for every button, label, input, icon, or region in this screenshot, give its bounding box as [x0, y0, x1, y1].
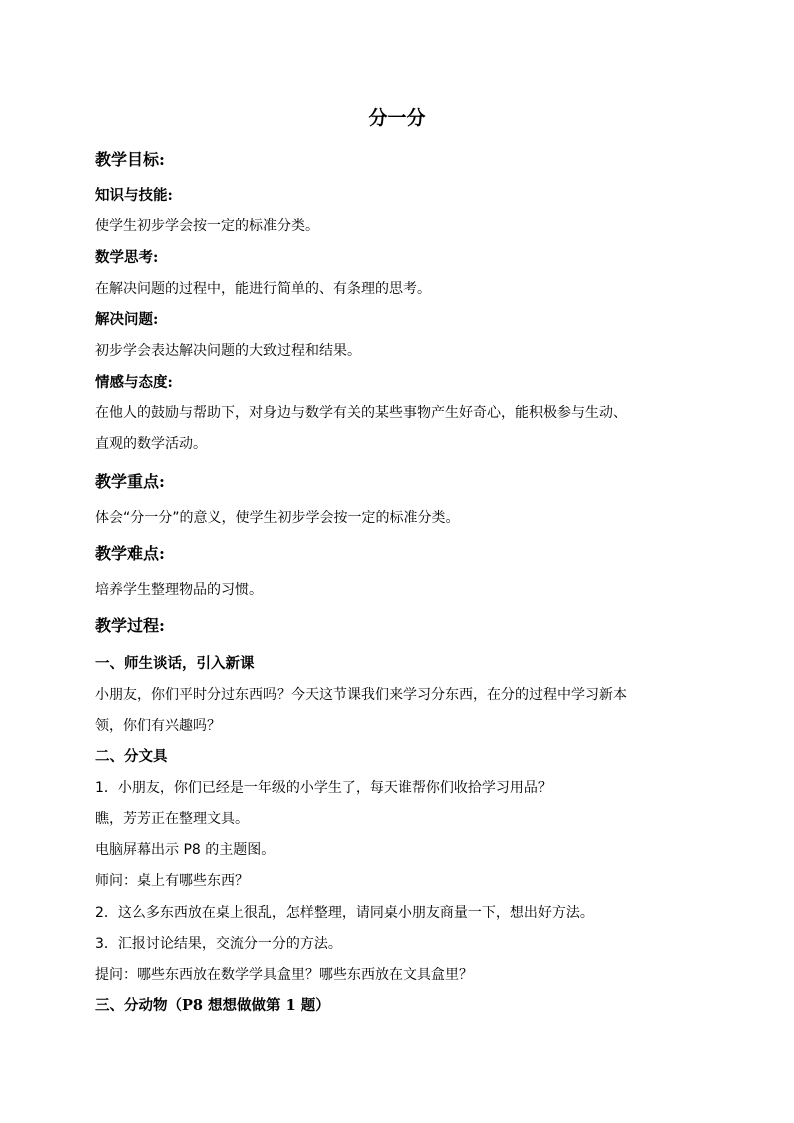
solving-text: 初步学会表达解决问题的大致过程和结果。	[95, 343, 361, 359]
part1-text-line-2: 领，你们有兴趣吗？	[95, 718, 221, 734]
difficulty-heading: 教学难点:	[95, 544, 165, 563]
solving-heading: 解决问题:	[95, 311, 159, 328]
document-title: 分一分	[368, 107, 426, 129]
part2-item-2: 2．这么多东西放在桌上很乱，怎样整理，请同桌小朋友商量一下，想出好方法。	[95, 905, 594, 921]
thinking-heading: 数学思考:	[95, 249, 159, 266]
part3-heading: 三、分动物（P8 想想做做第 1 题）	[95, 997, 330, 1014]
objectives-heading: 教学目标:	[95, 150, 165, 169]
difficulty-text: 培养学生整理物品的习惯。	[95, 582, 263, 598]
emotion-text-line-1: 在他人的鼓励与帮助下，对身边与数学有关的某些事物产生好奇心，能积极参与生动、	[95, 405, 627, 421]
part2-item-1: 1．小朋友，你们已经是一年级的小学生了，每天谁帮你们收拾学习用品？	[95, 780, 552, 796]
part2-item-1-a: 瞧，芳芳正在整理文具。	[95, 811, 249, 827]
part2-item-1-b: 电脑屏幕出示 P8 的主题图。	[95, 842, 276, 858]
knowledge-text: 使学生初步学会按一定的标准分类。	[95, 218, 319, 234]
thinking-text: 在解决问题的过程中，能进行简单的、有条理的思考。	[95, 281, 431, 297]
emotion-text-line-2: 直观的数学活动。	[95, 436, 207, 452]
key-points-text: 体会“分一分”的意义，使学生初步学会按一定的标准分类。	[95, 510, 460, 526]
part2-item-1-c: 师问：桌上有哪些东西？	[95, 873, 249, 889]
key-points-heading: 教学重点:	[95, 472, 165, 491]
part2-item-3: 3．汇报讨论结果，交流分一分的方法。	[95, 936, 342, 952]
part2-item-3-a: 提问：哪些东西放在数学学具盒里？哪些东西放在文具盒里？	[95, 967, 473, 983]
part1-heading: 一、师生谈话，引入新课	[95, 655, 255, 672]
part2-heading: 二、分文具	[95, 748, 168, 765]
process-heading: 教学过程:	[95, 616, 165, 635]
emotion-heading: 情感与态度:	[95, 374, 173, 391]
knowledge-heading: 知识与技能:	[95, 187, 173, 204]
part1-text-line-1: 小朋友，你们平时分过东西吗？今天这节课我们来学习分东西，在分的过程中学习新本	[95, 687, 627, 703]
